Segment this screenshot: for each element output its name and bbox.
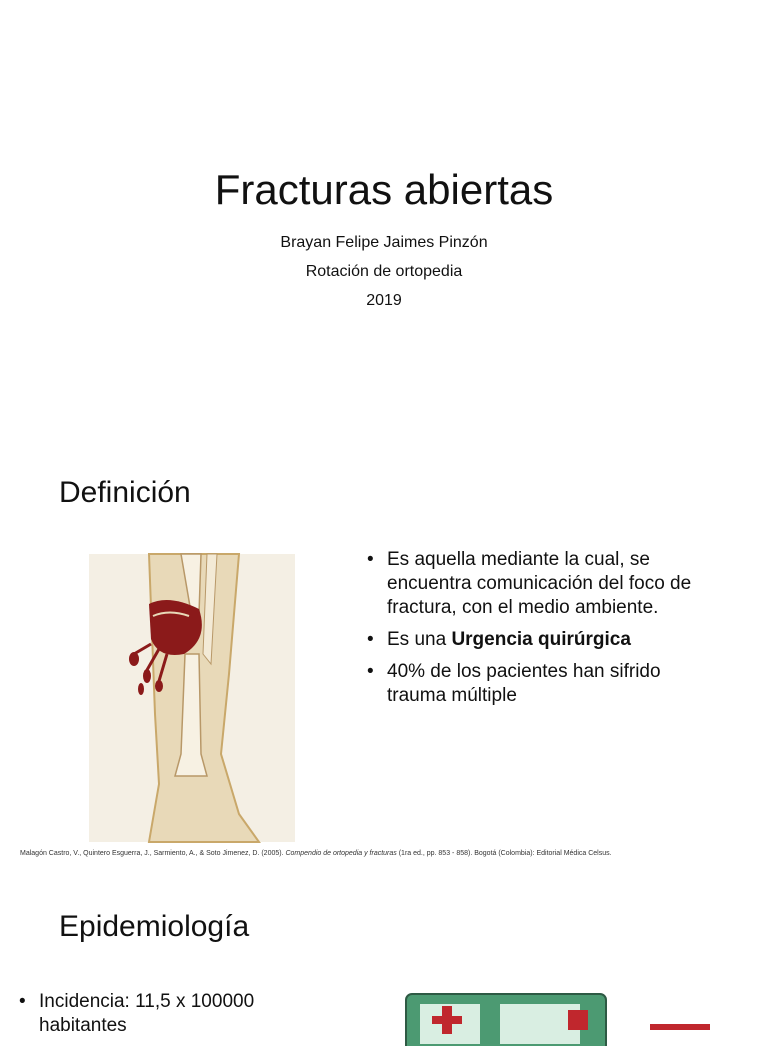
bullet-text-prefix: Es una [387, 629, 452, 650]
citation-book-title: Compendio de ortopedia y fracturas [285, 850, 397, 857]
definition-bullets [363, 548, 713, 716]
bullet-text: Es aquella mediante la cual, se encuentra comunicación del foco de fractura, con el medio ambiente. [387, 549, 692, 618]
title-slide [0, 0, 768, 432]
bullet-text: 40% de los pacientes han sifrido trauma múltiple [387, 661, 661, 706]
bullet-item [363, 628, 713, 652]
epidemiology-bullets [15, 990, 335, 1046]
epidemiology-title: Epidemiología [59, 910, 250, 943]
author-name: Brayan Felipe Jaimes Pinzón [280, 234, 488, 251]
year-label: 2019 [366, 292, 402, 309]
bullet-dot: • [367, 549, 374, 570]
presentation-title: Fracturas abiertas [214, 166, 554, 213]
definition-slide [0, 432, 768, 864]
bullet-dot: • [19, 991, 26, 1012]
bullet-item [363, 660, 713, 708]
bullet-text-bold: Urgencia quirúrgica [451, 629, 631, 650]
subtitle-block [0, 228, 768, 315]
citation-authors: Malagón Castro, V., Quintero Esguerra, J., Sarmiento, A., & Soto Jimenez, D. (2005). [20, 850, 286, 857]
epidemiology-slide [0, 864, 768, 1036]
bullet-dot: • [367, 629, 374, 650]
citation-details: (1ra ed., pp. 853 - 858). Bogotá (Colombia): Editorial Médica Celsus. [396, 850, 612, 857]
bullet-dot: • [367, 661, 374, 682]
rotation-label: Rotación de ortopedia [305, 263, 463, 280]
ambulance-illustration [400, 984, 730, 1044]
bullet-item [363, 548, 713, 620]
definition-title: Definición [59, 476, 191, 509]
bullet-item [15, 990, 335, 1038]
bullet-text: Incidencia: 11,5 x 100000 habitantes [39, 991, 255, 1036]
open-fracture-illustration [89, 554, 295, 842]
reference-citation [20, 850, 760, 857]
